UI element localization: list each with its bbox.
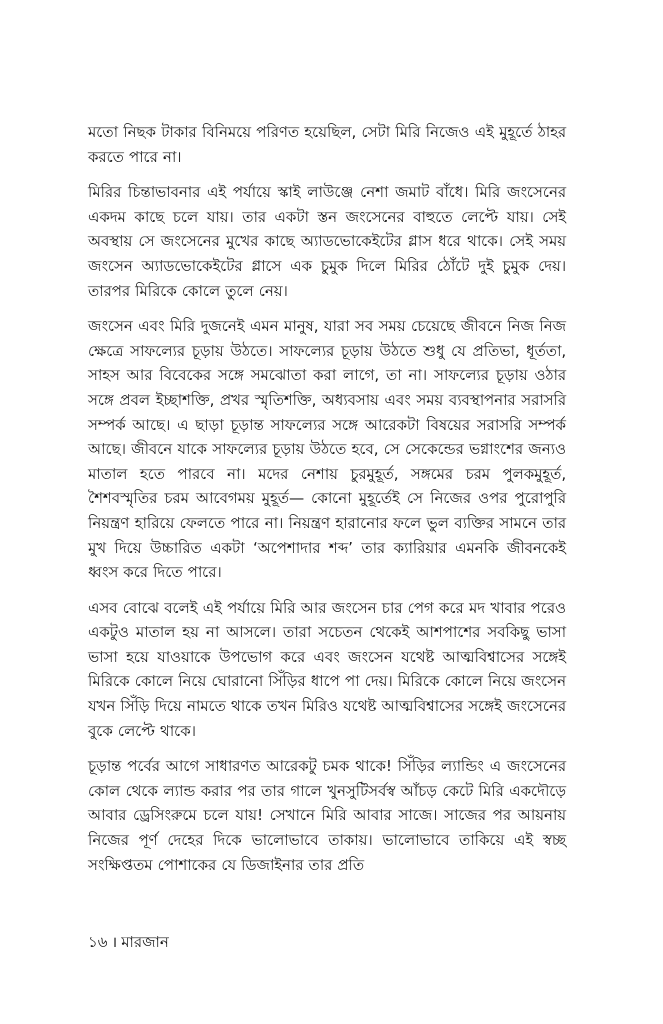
page-footer <box>88 932 169 952</box>
paragraph-1: মতো নিছক টাকার বিনিময়ে পরিণত হয়েছিল, সেটা মিরি নিজেও এই মুহূর্তে ঠাহর করতে পারে না। <box>88 123 566 166</box>
page-body <box>88 120 566 888</box>
paragraph-2: মিরির চিন্তাভাবনার এই পর্যায়ে স্কাই লাউঞ্জে নেশা জমাট বাঁধে। মিরি জংসেনের একদম কাছে চলে যায়। তার একটা স্তন জংসেনের বাহুতে লেপ্টে যায়। সেই অবস্থায় সে জংসেনের মুখের কাছে অ্যাডভোকেইটের গ্লাস ধরে থাকে। সেই সময় জংসেন অ্যাডভোকেইটের গ্লাসে এক চুমুক দিলে মিরির ঠোঁটে দুই চুমুক দেয়। তারপর মিরিকে কোলে তুলে নেয়। <box>88 183 566 300</box>
footer-separator: । <box>111 933 118 951</box>
paragraph-5: চূড়ান্ত পর্বের আগে সাধারণত আরেকটু চমক থাকে! সিঁড়ির ল্যান্ডিং এ জংসেনের কোল থেকে ল্যান্ড করার পর তার গালে খুনসুটিসর্বস্ব আঁচড় কেটে মিরি একদৌড়ে আবার ড্রেসিংরুমে চলে যায়! সেখানে মিরি আবার সাজে। সাজের পর আয়নায় নিজের পূর্ণ দেহের দিকে ভালোভাবে তাকায়। ভালোভাবে তাকিয়ে এই স্বচ্ছ সংক্ষিপ্ততম পোশাকের যে ডিজাইনার তার প্রতি <box>88 757 566 874</box>
book-title: মারজান <box>121 933 169 951</box>
paragraph-3: জংসেন এবং মিরি দুজনেই এমন মানুষ, যারা সব সময় চেয়েছে জীবনে নিজ নিজ ক্ষেত্রে সাফল্যের চূড়ায় উঠতে। সাফল্যের চূড়ায় উঠতে শুধু যে প্রতিভা, ধূর্ততা, সাহস আর বিবেকের সঙ্গে সমঝোতা করা লাগে, তা না। সাফল্যের চূড়ায় ওঠার সঙ্গে প্রবল ইচ্ছাশক্তি, প্রখর স্মৃতিশক্তি, অধ্যবসায় এবং সময় ব্যবস্থাপনার সরাসরি সম্পর্ক আছে। এ ছাড়া চূড়ান্ত সাফল্যের সঙ্গে আরেকটা বিষয়ের সরাসরি সম্পর্ক আছে। জীবনে যাকে সাফল্যের চূড়ায় উঠতে হবে, সে সেকেন্ডের ভগ্নাংশের জন্যও মাতাল হতে পারবে না। মদের নেশায় চুরমুহূর্ত, সঙ্গমের চরম পুলকমুহূর্ত, শৈশবস্মৃতির চরম আবেগময় মুহূর্ত— কোনো মুহূর্তেই সে নিজের ওপর পুরোপুরি নিয়ন্ত্রণ হারিয়ে ফেলতে পারে না। নিয়ন্ত্রণ হারানোর ফলে ভুল ব্যক্তির সামনে তার মুখ দিয়ে উচ্চারিত একটা ‘অপেশাদার শব্দ’ তার ক্যারিয়ার এমনকি জীবনকেই ধ্বংস করে দিতে পারে। <box>88 317 566 582</box>
page-number: ১৬ <box>88 933 108 951</box>
paragraph-4: এসব বোঝে বলেই এই পর্যায়ে মিরি আর জংসেন চার পেগ করে মদ খাবার পরেও একটুও মাতাল হয় না আসলে। তারা সচেতন থেকেই আশপাশের সবকিছু ভাসা ভাসা হয়ে যাওয়াকে উপভোগ করে এবং জংসেন যথেষ্ট আত্মবিশ্বাসের সঙ্গেই মিরিকে কোলে নিয়ে ঘোরানো সিঁড়ির ধাপে পা দেয়। মিরিকে কোলে নিয়ে জংসেন যখন সিঁড়ি দিয়ে নামতে থাকে তখন মিরিও যথেষ্ট আত্মবিশ্বাসের সঙ্গেই জংসেনের বুকে লেপ্টে থাকে। <box>88 598 566 740</box>
